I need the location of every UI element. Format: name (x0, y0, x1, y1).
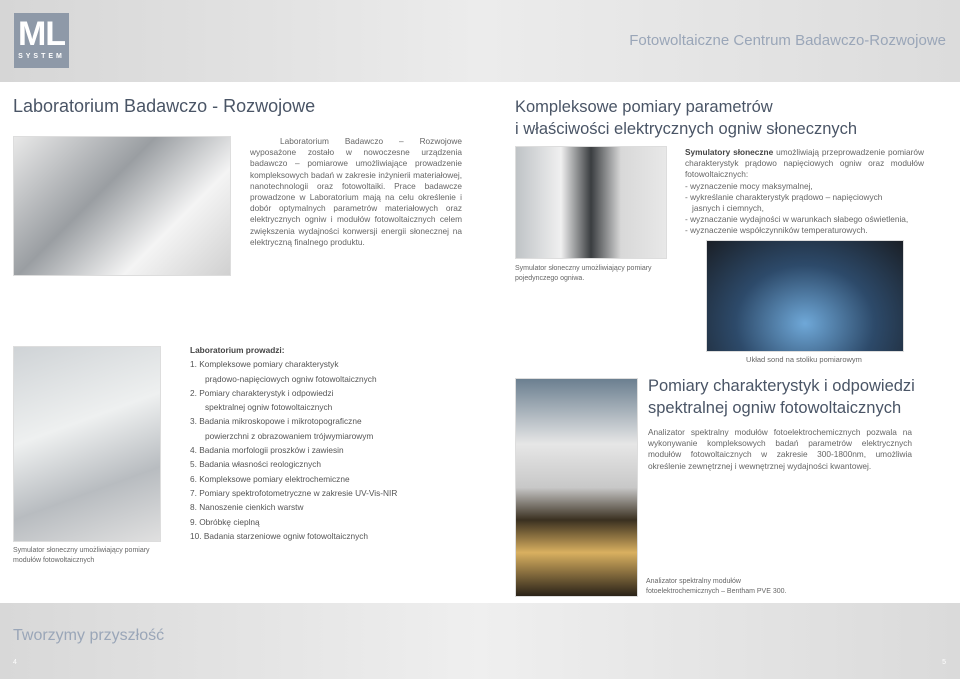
list-item: 7. Pomiary spektrofotometryczne w zakresie UV-Vis-NIR (190, 487, 398, 498)
title-line-1: Kompleksowe pomiary parametrów (515, 98, 773, 116)
footer-slogan: Tworzymy przyszłość (13, 627, 165, 644)
simulator-description (685, 147, 924, 237)
footer (0, 603, 960, 679)
caption-cell-simulator: Symulator słoneczny umożliwiający pomiary pojedynczego ogniwa. (515, 265, 652, 282)
list-item: 3. Badania mikroskopowe i mikrotopograficzne (190, 416, 362, 427)
list-item: spektralnej ogniw fotowoltaicznych (205, 402, 333, 413)
lab-intro-text: Laboratorium Badawczo – Rozwojowe wyposażone zostało w nowoczesne urządzenia badawczo – pomiarowe umożliwiające prowadzenie kompleksowych badań w zakresie inżynierii materiałowej, nanotechnologii oraz fotowoltaiki. Prace badawcze prowadzone w Laboratorium mają na celu określenie i dobór optymalnych parametrów materiałowych oraz elektrycznych ogniw i modułów fotowoltaicznych celem zwiększenia wydajności konwersji energii słonecznej na elektryczną finalnego produktu. (250, 136, 462, 247)
caption-probe-station: Układ sond na stoliku pomiarowym (746, 355, 862, 364)
simulator-bold: Symulatory słoneczne (685, 147, 774, 157)
spectral-section-title: Pomiary charakterystyk i odpowiedzi spektralnej ogniw fotowoltaicznych (648, 377, 915, 417)
list-item: 9. Obróbkę cieplną (190, 516, 260, 527)
module-simulator-photo (13, 346, 161, 542)
list-item: 5. Badania własności reologicznych (190, 459, 321, 470)
list-item: - wykreślanie charakterystyk prądowo – napięciowych (685, 191, 883, 202)
page-number-left: 4 (13, 659, 17, 666)
list-item: 10. Badania starzeniowe ogniw fotowoltaicznych (190, 530, 369, 541)
list-item: 4. Badania morfologii proszków i zawiesin (190, 445, 344, 456)
cell-simulator-photo (515, 146, 667, 259)
list-item: 2. Pomiary charakterystyk i odpowiedzi (190, 387, 334, 398)
spectral-analyzer-photo (515, 378, 638, 597)
page-number-right: 5 (942, 659, 946, 666)
header (0, 0, 960, 82)
header-title: Fotowoltaiczne Centrum Badawczo-Rozwojowe (629, 32, 946, 49)
caption-analyzer: Analizator spektralny modułów fotoelektrochemicznych – Bentham PVE 300. (646, 578, 787, 595)
logo-text: ML (17, 15, 66, 53)
lab-services-list (190, 343, 430, 543)
probe-station-photo (706, 240, 904, 352)
list-item: - wyznaczenie współczynników temperaturowych. (685, 225, 868, 236)
left-page-title: Laboratorium Badawczo - Rozwojowe (13, 96, 316, 116)
list-item: - wyznaczenie mocy maksymalnej, (685, 180, 813, 191)
list-item: 8. Nanoszenie cienkich warstw (190, 502, 304, 513)
logo-subtext: SYSTEM (18, 53, 65, 60)
list-title: Laboratorium prowadzi: (190, 345, 285, 355)
list-item: jasnych i ciemnych, (692, 203, 764, 214)
simulator-text: umożliwiają przeprowadzenie pomiarów charakterystyk prądowo napięciowych ogniw oraz modułów fotowoltaicznych: (685, 147, 924, 180)
title-line-2: i właściwości elektrycznych ogniw słonecznych (515, 120, 858, 138)
analyzer-description: Analizator spektralny modułów fotoelektrochemicznych pozwala na wykonywanie kompleksowych badań parametrów elektrycznych modułów fotowoltaicznych w zakresie 300-1800nm, umożliwia określenie zewnętrznej i wewnętrznej wydajności kwantowej. (648, 427, 912, 471)
ml-system-logo (14, 13, 69, 68)
right-page-title (515, 96, 857, 140)
caption-module-simulator: Symulator słoneczny umożliwiający pomiary modułów fotowoltaicznych (13, 547, 150, 564)
list-item: 1. Kompleksowe pomiary charakterystyk (190, 359, 339, 370)
list-item: prądowo-napięciowych ogniw fotowoltaicznych (205, 373, 377, 384)
list-item: 6. Kompleksowe pomiary elektrochemiczne (190, 473, 350, 484)
lab-microscope-photo (13, 136, 231, 276)
list-item: powierzchni z obrazowaniem trójwymiarowym (205, 430, 374, 441)
list-item: - wyznaczanie wydajności w warunkach słabego oświetlenia, (685, 214, 909, 225)
